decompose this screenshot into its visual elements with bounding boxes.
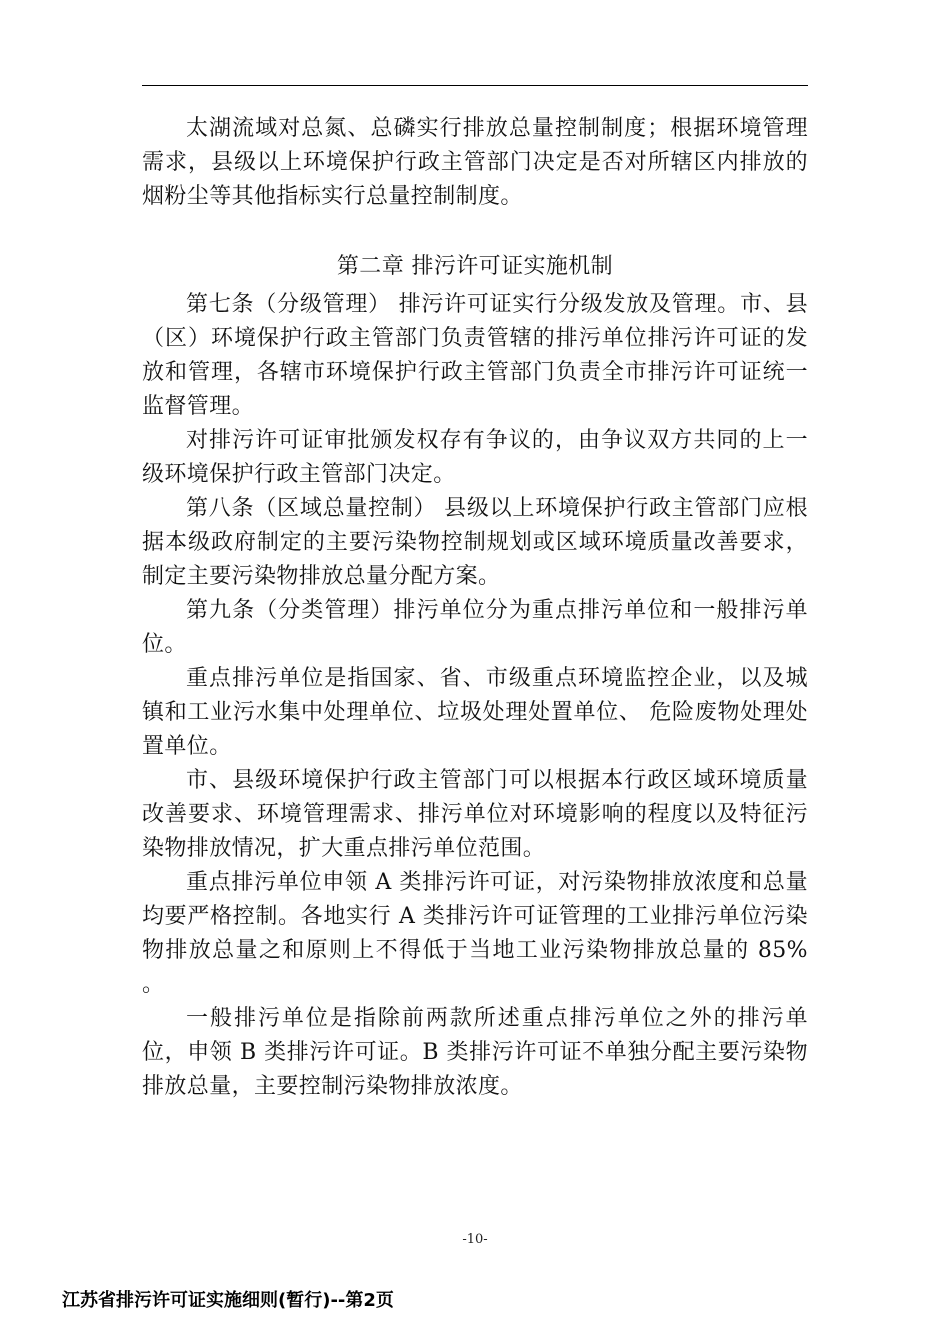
paragraph-article-8: 第八条（区域总量控制） 县级以上环境保护行政主管部门应根据本级政府制定的主要污染物控制规划或区域环境质量改善要求，制定主要污染物排放总量分配方案。: [142, 496, 808, 589]
paragraph-article-9: 第九条（分类管理）排污单位分为重点排污单位和一般排污单位。: [142, 598, 808, 657]
paragraph-class-b: 一般排污单位是指除前两款所述重点排污单位之外的排污单位，申领 B 类排污许可证。B 类排污许可证不单独分配主要污染物排放总量，主要控制污染物排放浓度。: [142, 1006, 808, 1099]
header-rule: [142, 85, 808, 86]
paragraph-class-a: 重点排污单位申领 A 类排污许可证，对污染物排放浓度和总量均要严格控制。各地实行 A 类排污许可证管理的工业排污单位污染物排放总量之和原则上不得低于当地工业污染物排放总量的 85% 。: [142, 870, 808, 997]
chapter-heading: 第二章 排污许可证实施机制: [336, 254, 614, 279]
paragraph-dispute: 对排污许可证审批颁发权存有争议的，由争议双方共同的上一级环境保护行政主管部门决定。: [142, 428, 808, 487]
footer-caption: 江苏省排污许可证实施细则(暂行)--第2页: [62, 1290, 394, 1311]
paragraph-expand-scope: 市、县级环境保护行政主管部门可以根据本行政区域环境质量改善要求、环境管理需求、排污单位对环境影响的程度以及特征污染物排放情况，扩大重点排污单位范围。: [142, 768, 808, 861]
paragraph-article-7: 第七条（分级管理） 排污许可证实行分级发放及管理。市、县（区）环境保护行政主管部门负责管辖的排污单位排污许可证的发放和管理，各辖市环境保护行政主管部门负责全市排污许可证统一监督管理。: [142, 292, 808, 419]
paragraph-total-control: 太湖流域对总氮、总磷实行排放总量控制制度；根据环境管理需求，县级以上环境保护行政主管部门决定是否对所辖区内排放的烟粉尘等其他指标实行总量控制制度。: [142, 116, 808, 209]
page-number: -10-: [462, 1232, 488, 1247]
document-body: [142, 112, 808, 1104]
paragraph-key-units: 重点排污单位是指国家、省、市级重点环境监控企业，以及城镇和工业污水集中处理单位、垃圾处理处置单位、 危险废物处理处置单位。: [142, 666, 808, 759]
